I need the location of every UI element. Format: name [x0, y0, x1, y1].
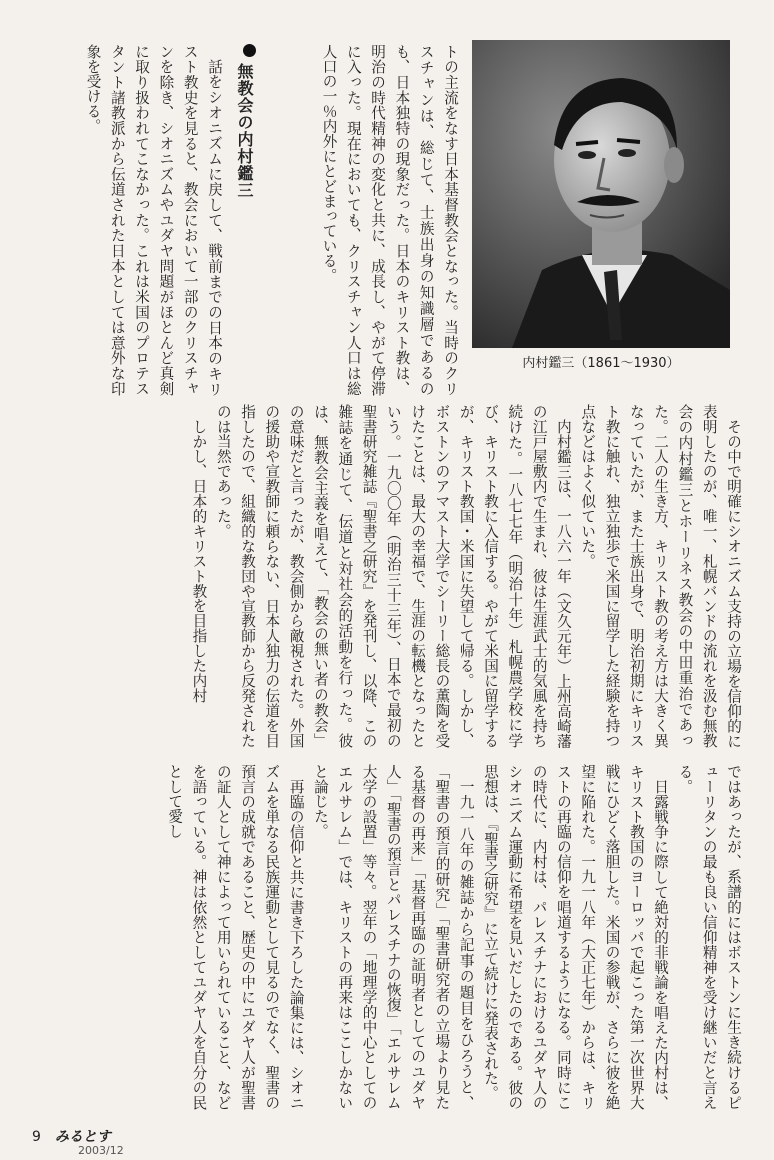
- article-text-top-right: [262, 44, 462, 396]
- magazine-title: みるとす: [54, 1129, 111, 1145]
- article-text-top-left: [30, 44, 226, 396]
- issue-date: 2003/12: [78, 1144, 124, 1157]
- paragraph: 一九一八年の雑誌から記事の題目をひろうと、「聖書の預言的研究」「聖書研究者の立場より見たる基督の再来」「基督再臨の証明者としてのユダヤ人」「聖書の預言とパレスチナの恢復」「エルサレム大学の設置」等々。翌年の「地理学的中心としてのエルサレム」では、キリストの再来はここしかないと論じた。: [311, 764, 475, 1110]
- portrait-illustration: [472, 40, 730, 348]
- photo-caption: 内村鑑三（1861〜1930）: [522, 356, 680, 371]
- paragraph: ではあったが、系譜的にはボストンに生き続けるピューリタンの最も良い信仰精神を受け継いだと言える。: [676, 764, 742, 1110]
- paragraph: 内村鑑三は、一八六一年（文久元年）上州高崎藩の江戸屋敷内で生まれ、彼は生涯武士的気風を持ち続けた。一八七七年（明治十年）札幌農学校に学び、キリスト教に入信する。やがて米国に留学するが、キリスト教国・米国に失望して帰る。しかし、ボストンのアマスト大学でシーリー総長の薫陶を受けたことは、最大の幸福で、生涯の転機となったという。一九〇〇年（明治三十三年）、日本で最初の聖書研究雑誌『聖書之研究』を発刊し、以降、この雑誌を通じて、伝道と対社会的活動を行った。彼は、無教会主義を唱えて、「教会の無い者の教会」の意味だと言ったが、教会側から敵視された。外国の援助や宣教師に頼らない、日本人独力の伝道を目指したので、組織的な教団や宣教師から反発されたのは当然であった。: [214, 404, 572, 748]
- article-text-bottom: [30, 764, 745, 1110]
- paragraph: トの主流をなす日本基督教会となった。当時のクリスチャンは、総じて、士族出身の知識層であるのも、日本独特の現象だった。日本のキリスト教は、明治の時代精神の変化と共に、成長し、やがて停滞に入った。現在においても、クリスチャン人口は総人口の一％内外にとどまっている。: [320, 44, 459, 396]
- paragraph: しかし、日本的キリスト教を目指した内村: [190, 418, 208, 703]
- article-text-middle: [30, 404, 745, 748]
- paragraph: 再臨の信仰と共に書き下ろした論集には、シオニズムを単なる民族運動として見るのでなく、聖書の預言の成就であること、歴史の中にユダヤ人が聖書の証人として神によって用いられていること、などを語っている。神は依然としてユダヤ人を自分の民として愛し: [166, 764, 305, 1110]
- heading-text: 無教会の内村鑑三: [235, 63, 254, 199]
- section-heading: [228, 44, 256, 264]
- paragraph: その中で明確にシオニズム支持の立場を信仰的に表明したのが、唯一、札幌バンドの流れを汲む無教会の内村鑑三とホーリネス教会の中田重治であった。二人の生き方、キリスト教の考え方は大きく異なっていたが、また士族出身で、明治初期にキリスト教に触れ、独立独歩で米国に留学した経験を持つ点などはよく似ていた。: [579, 404, 742, 748]
- page-number: 9: [32, 1129, 41, 1145]
- page-footer: [32, 1126, 111, 1146]
- paragraph: 話をシオニズムに戻して、戦前までの日本のキリスト教史を見ると、教会において一部のクリスチャンを除き、シオニズムやユダヤ問題がほとんど真剣に取り扱われてこなかった。これは米国のプロテスタント諸教派から伝道された日本としては意外な印象を受ける。: [84, 44, 223, 396]
- bullet-icon: [243, 44, 256, 57]
- portrait-photo: [472, 40, 730, 348]
- paragraph: 日露戦争に際して絶対的非戦論を唱えた内村は、キリスト教国のヨーロッパで起こった第一次世界大戦にひどく落胆した。米国の参戦が、さらに彼を絶望に陥れた。一九一八年（大正七年）からは、キリストの再臨の信仰を唱道するようになる。同時にこの時代に、内村は、パレスチナにおけるユダヤ人のシオニズム運動に希望を見いだしたのである。彼の思想は、『聖書之研究』に立て続けに発表された。: [482, 764, 670, 1110]
